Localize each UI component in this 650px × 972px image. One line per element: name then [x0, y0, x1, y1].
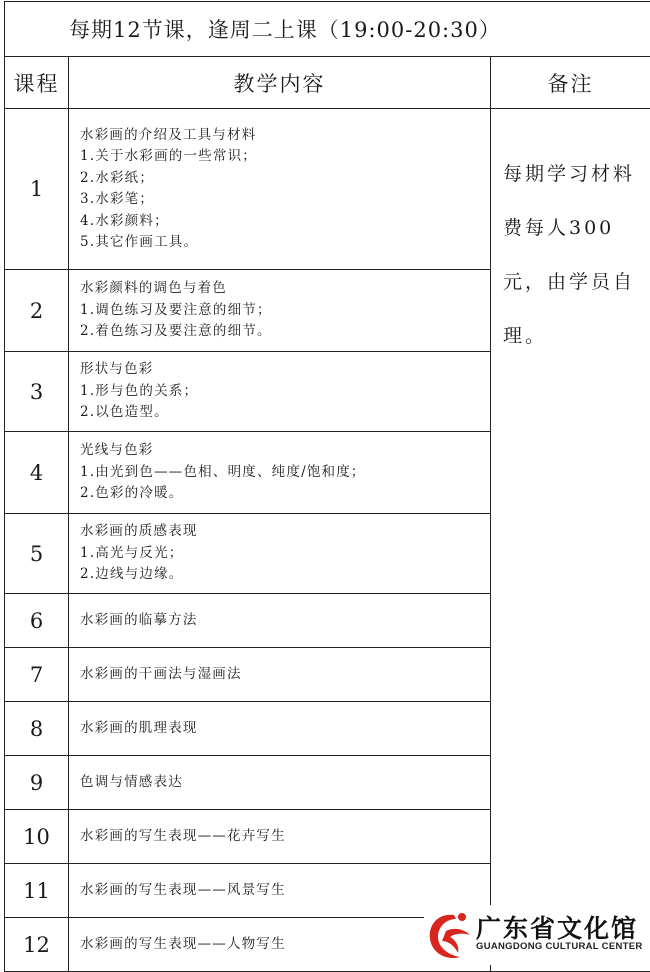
lesson-topic: 水彩画的临摹方法: [80, 611, 198, 628]
lesson-number: 9: [5, 756, 69, 810]
lesson-content: [69, 810, 491, 864]
lesson-content: [69, 432, 491, 514]
lesson-topic: 水彩画的介绍及工具与材料: [80, 126, 257, 143]
lesson-number: 7: [5, 648, 69, 702]
lesson-subtopic: 3.水彩笔；: [80, 191, 155, 207]
lesson-content: [69, 756, 491, 810]
lesson-content: [69, 352, 491, 432]
table-row: [5, 109, 650, 270]
lesson-content: [69, 594, 491, 648]
table-title: 每期12节课，逢周二上课（19:00-20:30）: [5, 2, 650, 57]
lesson-topic: 水彩画的干画法与湿画法: [80, 665, 242, 682]
header-note: 备注: [491, 57, 650, 109]
header-content: 教学内容: [69, 57, 491, 109]
lesson-topic: 水彩画的质感表现: [80, 523, 198, 540]
schedule-table: [4, 1, 650, 972]
lesson-content: [69, 270, 491, 352]
lesson-topic: 水彩颜料的调色与着色: [80, 280, 227, 297]
title-row: [5, 2, 650, 57]
lesson-subtopic: 2.以色造型。: [80, 404, 169, 421]
lesson-subtopic: 1.调色练习及要注意的细节；: [80, 301, 272, 318]
header-lesson: 课程: [5, 57, 69, 109]
note-cell: 每期学习材料费每人300元，由学员自理。: [491, 109, 650, 972]
lesson-subtopic: 2.色彩的冷暖。: [80, 485, 184, 502]
lesson-number: 4: [5, 432, 69, 514]
logo-chinese-name: 广东省文化馆: [476, 914, 639, 943]
lesson-subtopic: 2.水彩纸；: [80, 169, 155, 186]
lesson-number: 3: [5, 352, 69, 432]
lesson-subtopic: 5.其它作画工具。: [80, 234, 199, 250]
lesson-number: 5: [5, 514, 69, 594]
lesson-topic: 光线与色彩: [80, 442, 154, 459]
lesson-subtopic: 4.水彩颜料；: [80, 212, 169, 229]
lesson-number: 10: [5, 810, 69, 864]
lesson-number: 6: [5, 594, 69, 648]
lesson-subtopic: 1.关于水彩画的一些常识；: [80, 148, 257, 164]
lesson-subtopic: 1.形与色的关系；: [80, 382, 199, 399]
lesson-subtopic: 1.由光到色——色相、明度、纯度/饱和度；: [80, 463, 366, 480]
header-row: [5, 57, 650, 109]
lesson-number: 1: [5, 109, 69, 270]
lesson-subtopic: 2.着色练习及要注意的细节。: [80, 323, 272, 340]
lesson-topic: 水彩画的肌理表现: [80, 719, 198, 736]
lesson-topic: 色调与情感表达: [80, 773, 183, 790]
lesson-subtopic: 1.高光与反光；: [80, 544, 184, 561]
logo: [424, 905, 650, 965]
lesson-content: [69, 702, 491, 756]
lesson-topic: 形状与色彩: [80, 361, 154, 378]
lesson-topic: 水彩画的写生表现——风景写生: [80, 881, 286, 898]
lesson-number: 8: [5, 702, 69, 756]
logo-mark-icon: [424, 905, 476, 965]
lesson-number: 12: [5, 918, 69, 972]
lesson-content: [69, 648, 491, 702]
lesson-content: [69, 109, 491, 270]
lesson-subtopic: 2.边线与边缘。: [80, 566, 184, 583]
lesson-topic: 水彩画的写生表现——人物写生: [80, 935, 286, 952]
lesson-topic: 水彩画的写生表现——花卉写生: [80, 827, 286, 844]
logo-english-name: GUANGDONG CULTURAL CENTER: [476, 941, 643, 952]
lesson-content: [69, 514, 491, 594]
lesson-number: 11: [5, 864, 69, 918]
lesson-number: 2: [5, 270, 69, 352]
